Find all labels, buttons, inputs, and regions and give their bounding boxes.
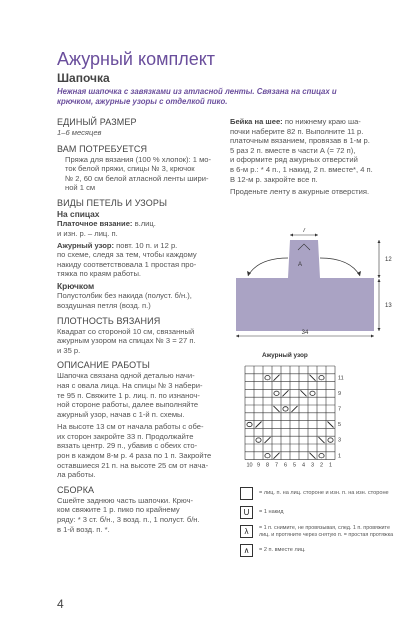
chart-row-number: 11 (338, 375, 344, 382)
legend-symbol-yarn-over: U (240, 506, 253, 519)
intro-text: Нежная шапочка с завязками из атласной ленты. Связана на спицах и крючком, ажурные узоры с отделкой пико. (57, 87, 337, 106)
needles-label: На спицах (57, 208, 100, 219)
chart-title: Ажурный узор (262, 352, 308, 359)
chart-yarn-over-mark (319, 454, 324, 458)
part-a-label: A (298, 262, 303, 268)
chart-decrease-mark (265, 437, 271, 443)
dim-bottom-height: 13 (385, 303, 392, 309)
legend-item (240, 525, 400, 538)
gauge-heading: ПЛОТНОСТЬ ВЯЗАНИЯ (57, 315, 161, 326)
chart-yarn-over-mark (274, 391, 279, 395)
legend-text: = 2 п. вместе лиц. (259, 547, 306, 554)
chart-yarn-over-mark (319, 376, 324, 380)
legend-item (240, 544, 400, 557)
size-heading: ЕДИНЫЙ РАЗМЕР (57, 117, 137, 127)
chart-yarn-over-mark (256, 438, 261, 442)
chart-col-number: 10 (246, 462, 253, 469)
chart-col-number: 5 (292, 462, 297, 469)
chart-decrease-mark (301, 390, 307, 396)
hat-schematic (228, 228, 398, 343)
chart-decrease-mark (319, 437, 325, 443)
chart-col-number: 8 (265, 462, 270, 469)
chart-yarn-over-mark (247, 422, 252, 426)
chart-row-number: 7 (338, 406, 342, 413)
work-text-1: Шапочка связана одной деталью начи- ная с овала лица. На спицы № 3 набери- те 95 п. Свяжите 1 р. лиц. п. по изнаноч- ной стороне работы, далее выполняйте ажурный узор, начав с 1-й п. схемы. (57, 371, 203, 419)
assembly-text: Сшейте заднюю часть шапочки. Крюч- ком свяжите 1 р. пико по крайнему ряду: * 3 ст. б/н., 3 возд. п., 1 полуст. б/н. в 1-й возд. п. *. (57, 495, 200, 534)
legend-symbol-k2tog: ∧ (240, 544, 253, 557)
dim-top-width: 7 (302, 228, 306, 234)
dim-bottom-width: 34 (301, 330, 309, 336)
legend-item (240, 487, 400, 500)
legend-item (240, 506, 400, 519)
chart-col-number: 2 (319, 462, 324, 469)
neck-text: Бейка на шее: по нижнему краю ша- почки наберите 82 п. Выполните 11 р. платочным вязанием, провязав в 1-м р. 5 раз 2 п. вместе в части А (= 72 п), и оформите ряд ажурных отверстий в 6-м р.: * 4 п., 1 накид, 2 п. вместе*, 4 п. В 12-м р. закройте все п. (230, 117, 373, 184)
work-heading: ОПИСАНИЕ РАБОТЫ (57, 360, 150, 371)
right-column-text (230, 117, 395, 197)
dim-top-height: 12 (385, 257, 392, 263)
chart-row-number: 1 (338, 453, 342, 460)
page-title: Ажурный комплект (57, 49, 216, 69)
chart-decrease-mark (310, 453, 316, 459)
chart-decrease-mark (274, 375, 280, 381)
chart-decrease-mark (310, 375, 316, 381)
chart-col-number: 9 (256, 462, 261, 469)
chart-col-number: 3 (310, 462, 315, 469)
chart-decrease-mark (292, 406, 298, 412)
work-text-2: На высоте 13 см от начала работы с обе- их сторон закройте 33 п. Продолжайте вязать центр. 29 п., убавив с обеих сто- рон в каждом 8-м р. 4 раза по 1 п. Закройте оставшиеся 21 п. на высоте 25 см от нача- ла работы. (57, 422, 212, 480)
schematic-shape (236, 240, 374, 331)
page-subtitle: Шапочка (57, 71, 110, 85)
chart-row-number: 3 (338, 437, 342, 444)
size-value: 1–6 месяцев (57, 128, 102, 137)
crochet-text: Полустолбик без накида (полуст. б/н.), воздушная петля (возд. п.) (57, 291, 192, 310)
chart-col-number: 4 (301, 462, 306, 469)
ribbon-text: Проденьте ленту в ажурные отверстия. (230, 187, 370, 197)
chart-yarn-over-mark (265, 454, 270, 458)
chart-col-number: 7 (274, 462, 279, 469)
chart-row-number: 5 (338, 422, 342, 429)
gauge-text: Квадрат со стороной 10 см, связанный ажурным узором на спицах № 3 = 27 п. и 35 р. (57, 326, 196, 355)
legend-symbol-knit (240, 487, 253, 500)
crochet-label: Крючком (57, 280, 95, 291)
chart-yarn-over-mark (328, 438, 333, 442)
materials-text: Пряжа для вязания (100 % хлопок): 1 мо- ток белой пряжи, спицы № 3, крючок № 2, 60 см белой атласной ленты шири- ной 1 см (65, 154, 212, 193)
legend-text: = 1 п. снимите, не провязывая, след. 1 п. провяжите лиц. и протяните через снятую п. = простая протяжка (259, 525, 394, 538)
chart-yarn-over-mark (265, 376, 270, 380)
chart-decrease-mark (256, 422, 262, 428)
chart-decrease-mark (274, 406, 280, 412)
legend-text: = лиц. п. на лиц. стороне и изн. п. на изн. стороне (259, 490, 389, 496)
chart-col-number: 1 (328, 462, 333, 469)
chart-col-number: 6 (283, 462, 288, 469)
chart-yarn-over-mark (283, 407, 288, 411)
lace-text: Ажурный узор: повт. 10 п. и 12 р. по схеме, следя за тем, чтобы каждому накиду соответствовала 1 простая про- тяжка по краям работы. (57, 240, 197, 279)
page-number: 4 (57, 597, 64, 611)
chart-decrease-mark (328, 422, 334, 428)
legend-symbol-skpo: λ (240, 525, 253, 538)
chart-yarn-over-mark (310, 391, 315, 395)
chart-legend (240, 487, 400, 557)
materials-heading: ВАМ ПОТРЕБУЕТСЯ (57, 143, 148, 154)
left-column (57, 117, 217, 534)
garter-text: Платочное вязание: в.лиц. и изн. р. – лиц. п. (57, 219, 156, 238)
chart-decrease-mark (283, 390, 289, 396)
legend-text: = 1 накид (259, 509, 284, 515)
lace-chart (240, 362, 355, 477)
chart-row-number: 9 (338, 390, 342, 397)
stitches-heading: ВИДЫ ПЕТЕЛЬ И УЗОРЫ (57, 197, 168, 208)
chart-decrease-mark (274, 453, 280, 459)
assembly-heading: СБОРКА (57, 484, 95, 495)
